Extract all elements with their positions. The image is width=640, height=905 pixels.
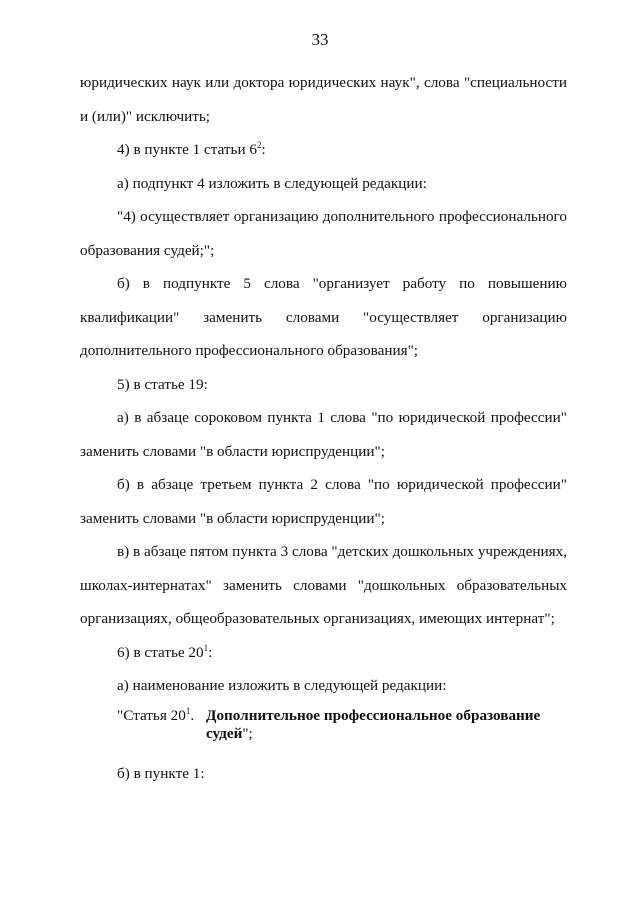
article-title-line2: судей [206,724,243,742]
paragraph-line: и (или)" исключить; [80,107,211,125]
paragraph-line: б) в подпункте 5 слова "организует работу по повышению [117,275,567,292]
article-label [117,707,206,743]
paragraph-line: юридических наук или доктора юридических наук", слова "специальности [80,74,567,91]
page-number: 33 [311,30,329,49]
document-body [80,66,567,790]
paragraph-line: дополнительного профессионального образования"; [80,342,419,359]
item-text: 4) в пункте 1 статьи 6 [117,141,258,158]
article-title-line1: Дополнительное профессиональное образование [206,706,541,724]
item-text: : [208,643,213,661]
paragraph-line: а) в абзаце сороковом пункта 1 слова "по юридической профессии" [117,409,567,426]
paragraph-line: а) наименование изложить в следующей редакции: [117,677,447,694]
article-label-text: "Статья 20 [117,706,186,724]
paragraph-line: в) в абзаце пятом пункта 3 слова "детских дошкольных учреждениях, [117,543,567,560]
paragraph-line: образования судей;"; [80,241,215,259]
paragraph-line: заменить словами "в области юриспруденции"; [80,509,385,527]
item-6-heading [80,636,567,670]
superscript: 2 [257,140,262,150]
paragraph-line: б) в абзаце третьем пункта 2 слова "по юридической профессии" [117,476,567,493]
paragraph-line: а) подпункт 4 изложить в следующей редакции: [117,174,427,192]
article-title-tail: "; [242,724,253,742]
superscript: 1 [185,705,191,716]
paragraph-line: б) в пункте 1: [117,764,205,782]
paragraph-line: квалификации" заменить словами "осуществляет организацию [80,308,567,326]
paragraph-line: школах-интернатах" заменить словами "дошкольных образовательных [80,576,567,594]
article-title [206,707,567,743]
article-heading [80,707,567,743]
superscript: 1 [203,642,209,653]
item-text: 6) в статье 20 [117,643,204,661]
paragraph-line: заменить словами "в области юриспруденции"; [80,442,385,460]
paragraph-line: "4) осуществляет организацию дополнительного профессионального [117,208,567,225]
item-text: : [261,141,266,158]
article-label-dot: . [190,706,195,724]
item-5-heading: 5) в статье 19: [117,375,208,393]
paragraph-line: организациях, общеобразовательных организациях, имеющих интернат"; [80,610,555,627]
item-4-heading [80,133,567,167]
